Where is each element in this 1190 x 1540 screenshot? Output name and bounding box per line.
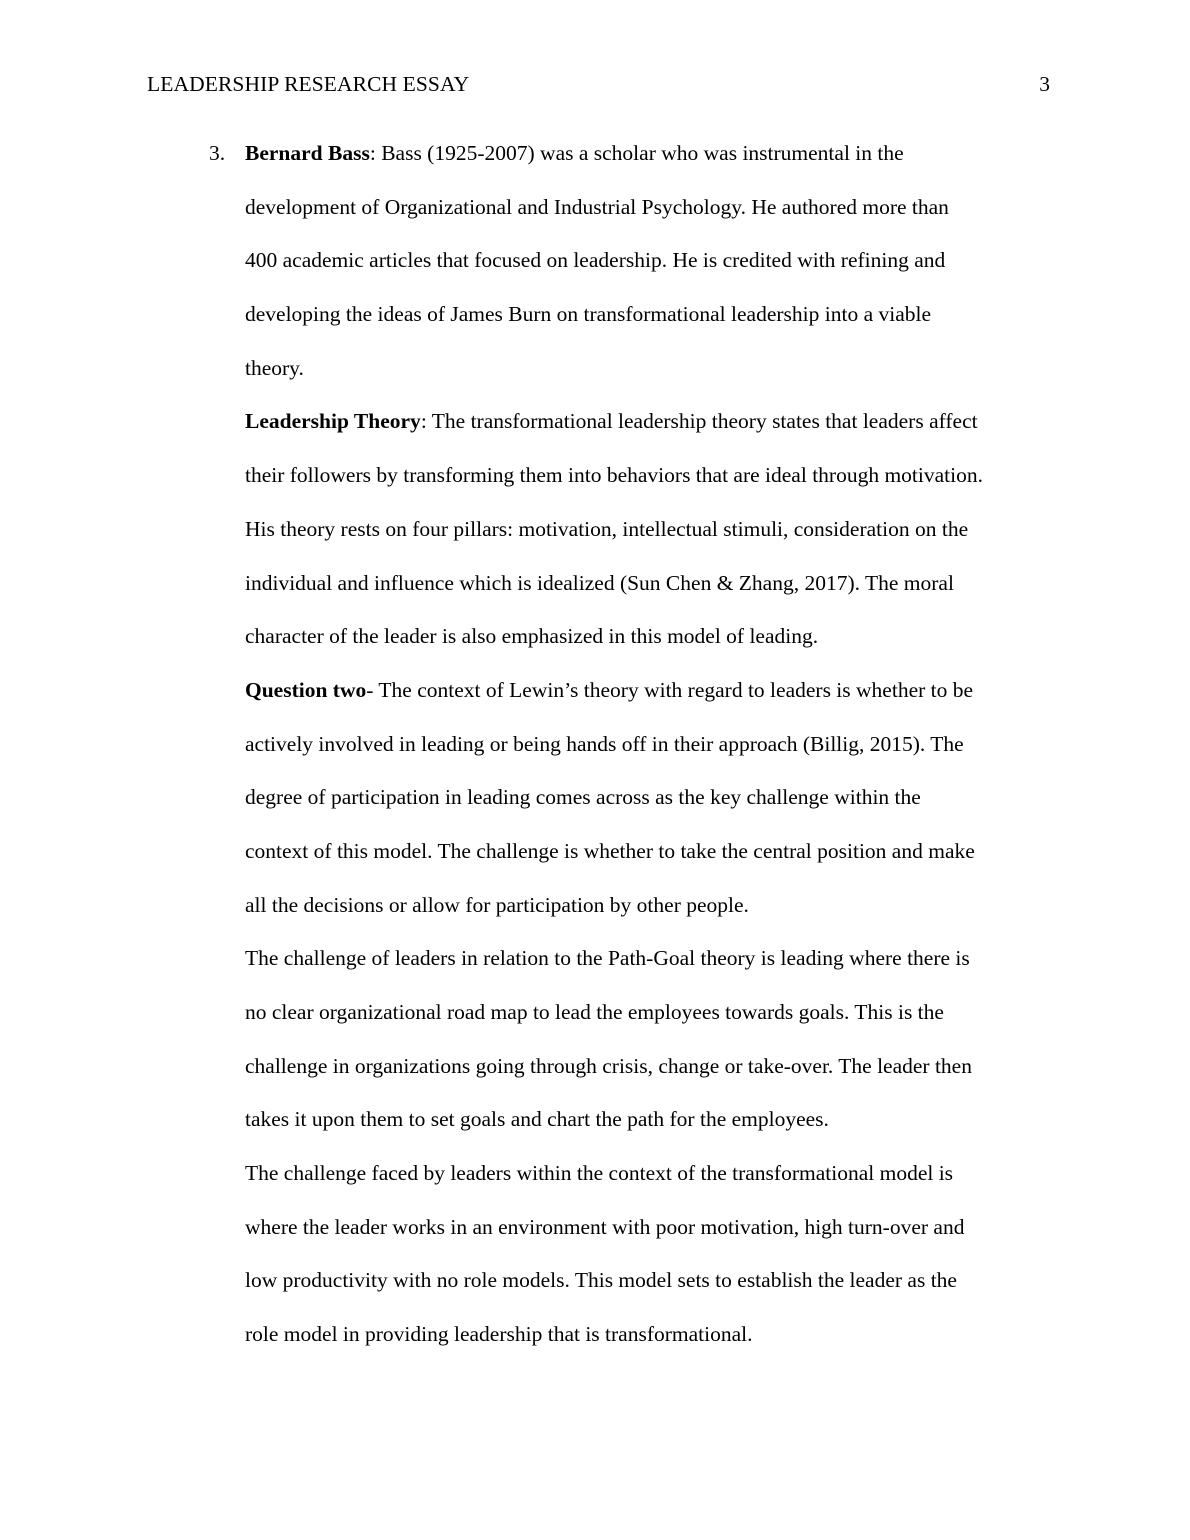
paragraph-line: role model in providing leadership that is transformational. bbox=[245, 1322, 753, 1347]
paragraph-line: no clear organizational road map to lead the employees towards goals. This is the bbox=[245, 1000, 944, 1024]
paragraph-line: His theory rests on four pillars: motivation, intellectual stimuli, consideration on the bbox=[245, 516, 969, 541]
paragraph-line: Leadership Theory: The transformational leadership theory states that leaders affect bbox=[245, 409, 978, 434]
paragraph-line: context of this model. The challenge is whether to take the central position and make bbox=[245, 838, 975, 863]
paragraph-line: degree of participation in leading comes across as the key challenge within the bbox=[245, 785, 921, 810]
paragraph-line: developing the ideas of James Burn on transformational leadership into a viable bbox=[245, 302, 932, 327]
paragraph-path-goal bbox=[245, 932, 1065, 1147]
bold-lead: Question two bbox=[245, 677, 367, 702]
page-number: 3 bbox=[1039, 72, 1050, 96]
paragraph-line: challenge in organizations going through crisis, change or take-over. The leader then bbox=[245, 1053, 972, 1078]
paragraph-line: development of Organizational and Industrial Psychology. He authored more than bbox=[245, 194, 949, 219]
paragraph-line: The challenge of leaders in relation to the Path-Goal theory is leading where there is bbox=[245, 946, 970, 971]
document-body bbox=[209, 127, 1065, 1362]
paragraph-line: 400 academic articles that focused on leadership. He is credited with refining and bbox=[245, 248, 946, 273]
paragraph-line: individual and influence which is idealized (Sun Chen & Zhang, 2017). The moral bbox=[245, 570, 954, 595]
list-number: 3. bbox=[209, 141, 226, 165]
paragraph-line: actively involved in leading or being hands off in their approach (Billig, 2015). The bbox=[245, 731, 964, 756]
paragraph-line: The challenge faced by leaders within the context of the transformational model is bbox=[245, 1161, 954, 1186]
paragraph-line: where the leader works in an environment with poor motivation, high turn-over and bbox=[245, 1214, 965, 1239]
paragraph-line: all the decisions or allow for participation by other people. bbox=[245, 892, 749, 917]
paragraph-line: Question two- The context of Lewin’s theory with regard to leaders is whether to be bbox=[245, 677, 974, 702]
paragraph-line: takes it upon them to set goals and chart the path for the employees. bbox=[245, 1107, 829, 1132]
bold-lead: Leadership Theory bbox=[245, 409, 421, 434]
paragraph-line: their followers by transforming them into behaviors that are ideal through motivation. bbox=[245, 463, 983, 488]
bold-lead: Bernard Bass bbox=[245, 141, 370, 165]
paragraph-transformational bbox=[245, 1147, 1065, 1362]
paragraph-bernard-bass bbox=[245, 127, 1065, 395]
paragraph-question-two bbox=[245, 664, 1065, 932]
paragraph-line: low productivity with no role models. This model sets to establish the leader as the bbox=[245, 1268, 957, 1293]
paragraph-line: theory. bbox=[245, 355, 304, 380]
running-head bbox=[147, 70, 1050, 98]
paragraph-line: Bernard Bass: Bass (1925-2007) was a scholar who was instrumental in the bbox=[245, 141, 904, 165]
paragraph-leadership-theory bbox=[245, 395, 1065, 663]
paragraph-line: character of the leader is also emphasized in this model of leading. bbox=[245, 624, 819, 649]
list-item-bernard-bass bbox=[209, 127, 1065, 395]
running-head-title: LEADERSHIP RESEARCH ESSAY bbox=[147, 72, 470, 96]
